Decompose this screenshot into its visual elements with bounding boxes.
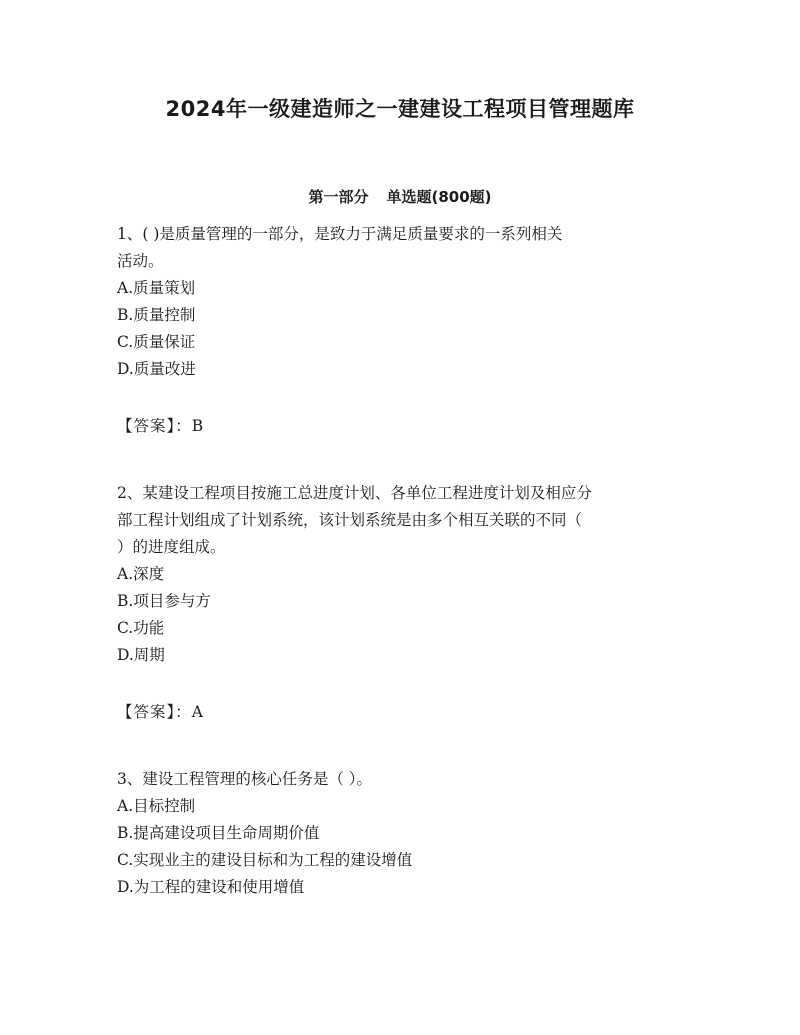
question-stem-line: 活动。 <box>117 252 164 270</box>
question-stem-line: 2、某建设工程项目按施工总进度计划、各单位工程进度计划及相应分 <box>117 484 592 502</box>
question-stem-line: 部工程计划组成了计划系统，该计划系统是由多个相互关联的不同（ <box>117 511 583 529</box>
question-stem-line: 1、( )是质量管理的一部分，是致力于满足质量要求的一系列相关 <box>117 225 563 243</box>
option-b: B.项目参与方 <box>117 592 211 610</box>
option-d: D.周期 <box>117 646 165 664</box>
answer-2 <box>117 699 203 726</box>
option-a: A.深度 <box>117 565 165 583</box>
question-1 <box>117 221 692 383</box>
option-c: C.功能 <box>117 619 165 637</box>
option-a: A.目标控制 <box>117 797 196 815</box>
answer-label: 【答案】： <box>117 417 192 435</box>
question-stem-line: 3、建设工程管理的核心任务是（ ）。 <box>117 770 373 788</box>
option-a: A.质量策划 <box>117 279 196 297</box>
answer-value: A <box>191 703 203 721</box>
section-heading <box>0 186 800 207</box>
option-d: D.为工程的建设和使用增值 <box>117 878 305 896</box>
option-d: D.质量改进 <box>117 360 196 378</box>
option-b: B.提高建设项目生命周期价值 <box>117 824 320 842</box>
option-b: B.质量控制 <box>117 306 196 324</box>
answer-1 <box>117 413 203 440</box>
option-c: C.实现业主的建设目标和为工程的建设增值 <box>117 851 413 869</box>
page-title: 2024年一级建造师之一建建设工程项目管理题库 <box>165 97 635 121</box>
answer-value: B <box>191 417 204 435</box>
question-2 <box>117 480 692 669</box>
section-type: 单选题(800题) <box>386 188 492 206</box>
section-part: 第一部分 <box>308 188 369 206</box>
question-3 <box>117 766 692 901</box>
answer-label: 【答案】： <box>117 703 192 721</box>
question-stem-line: ）的进度组成。 <box>117 538 226 556</box>
option-c: C.质量保证 <box>117 333 196 351</box>
